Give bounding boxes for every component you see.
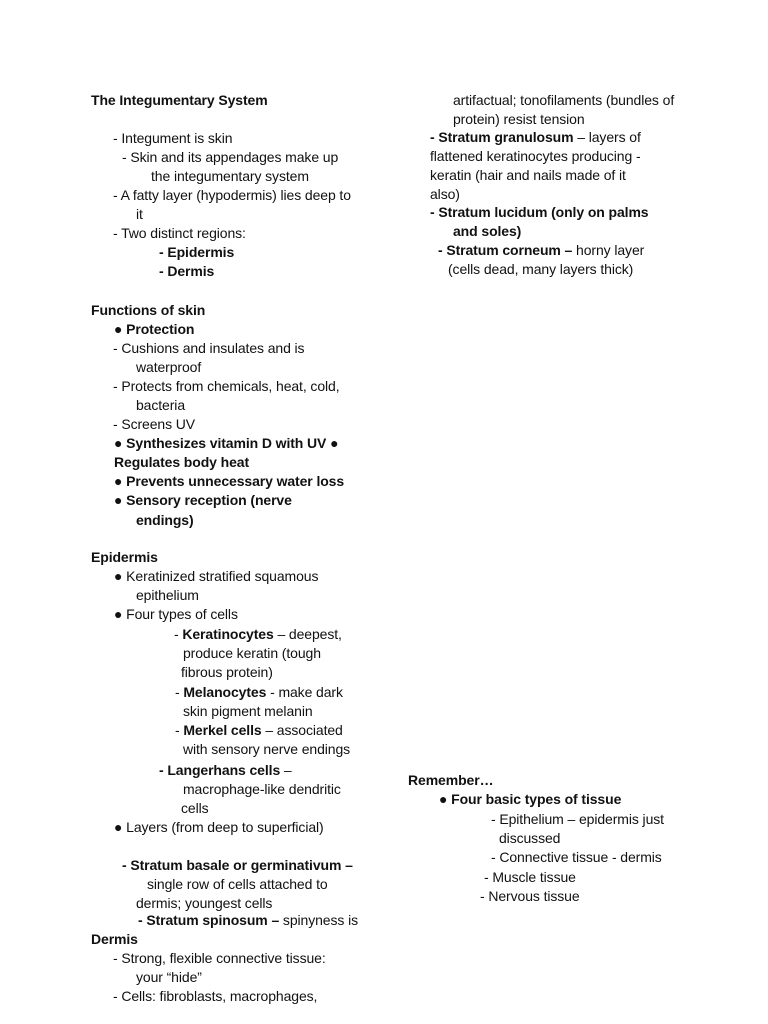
text-line: - Muscle tissue [484,869,576,885]
text-line: dermis; youngest cells [136,895,273,911]
text-line: - Protects from chemicals, heat, cold, [113,378,340,394]
text-line: - A fatty layer (hypodermis) lies deep to [113,187,351,203]
text-line: macrophage-like dendritic [183,781,341,797]
section-heading-functions: Functions of skin [91,302,206,318]
bullet-item: ● Layers (from deep to superficial) [114,819,324,835]
text-line: - Integument is skin [113,130,233,146]
text-line: bacteria [136,397,186,413]
bullet-item: ● Prevents unnecessary water loss [114,473,345,489]
text-line: - Epidermis [159,244,235,260]
text-line: - Epithelium – epidermis just [491,811,664,827]
text-line: - Screens UV [113,416,196,432]
text-line: also) [430,186,460,202]
text-fragment: horny layer [572,242,645,258]
text-fragment: - [174,626,183,642]
text-line: discussed [499,830,561,846]
text-line: - Nervous tissue [480,888,580,904]
document-title: The Integumentary System [91,92,268,108]
text-line: your “hide” [136,969,202,985]
section-heading-remember: Remember… [408,772,494,788]
term-stratum-spinosum: - Stratum spinosum – [138,912,280,928]
text-line: fibrous protein) [181,664,273,680]
section-heading-epidermis: Epidermis [91,549,158,565]
bullet-item: ● Four basic types of tissue [439,791,622,807]
bullet-item: ● Protection [114,321,195,337]
text-fragment: – layers of [573,129,641,145]
text-line: - Skin and its appendages make up [122,149,339,165]
text-line [159,761,292,780]
text-fragment: – [280,762,292,778]
text-line: - Two distinct regions: [113,225,246,241]
text-line: single row of cells attached to [147,876,328,892]
text-line: keratin (hair and nails made of it [430,167,626,183]
text-fragment: spinyness is [279,912,358,928]
text-line [138,911,358,930]
text-line [174,625,342,644]
text-line: - Stratum lucidum (only on palms [430,204,649,220]
term-langerhans-cells: - Langerhans cells [159,762,281,778]
text-line [438,241,644,260]
text-line [175,683,343,702]
text-line: flattened keratinocytes producing - [430,148,641,164]
text-fragment: – deepest, [273,626,342,642]
text-line: (cells dead, many layers thick) [448,261,634,277]
text-line: - Strong, flexible connective tissue: [113,950,326,966]
bullet-item: ● Four types of cells [114,606,238,622]
text-line: the integumentary system [151,168,309,184]
text-line [175,721,343,740]
text-line: skin pigment melanin [183,703,313,719]
text-fragment: - [175,684,184,700]
term-stratum-corneum: - Stratum corneum – [438,242,573,258]
text-line: endings) [136,512,194,528]
text-fragment: - [175,722,184,738]
text-line: cells [181,800,209,816]
text-line: - Dermis [159,263,215,279]
text-line: waterproof [136,359,202,375]
bullet-item: ● Keratinized stratified squamous [114,568,319,584]
text-line: - Cushions and insulates and is [113,340,305,356]
text-line: and soles) [453,223,522,239]
text-line: - Cells: fibroblasts, macrophages, [113,988,318,1004]
term-merkel-cells: Merkel cells [183,722,262,738]
text-line: it [136,206,143,222]
text-line: protein) resist tension [453,111,585,127]
term-keratinocytes: Keratinocytes [182,626,274,642]
section-heading-dermis: Dermis [91,931,138,947]
text-line: epithelium [136,587,199,603]
text-line: artifactual; tonofilaments (bundles of [453,92,675,108]
text-line: with sensory nerve endings [183,741,351,757]
bullet-item: ● Synthesizes vitamin D with UV ● [114,435,339,451]
text-line: - Connective tissue - dermis [491,849,662,865]
text-line: - Stratum basale or germinativum – [122,857,353,873]
term-melanocytes: Melanocytes [183,684,267,700]
bullet-item: ● Sensory reception (nerve [114,492,292,508]
text-line: produce keratin (tough [183,645,321,661]
text-line: Regulates body heat [114,454,250,470]
text-line [430,128,641,147]
term-stratum-granulosum: - Stratum granulosum [430,129,574,145]
text-fragment: - make dark [266,684,343,700]
text-fragment: – associated [261,722,343,738]
